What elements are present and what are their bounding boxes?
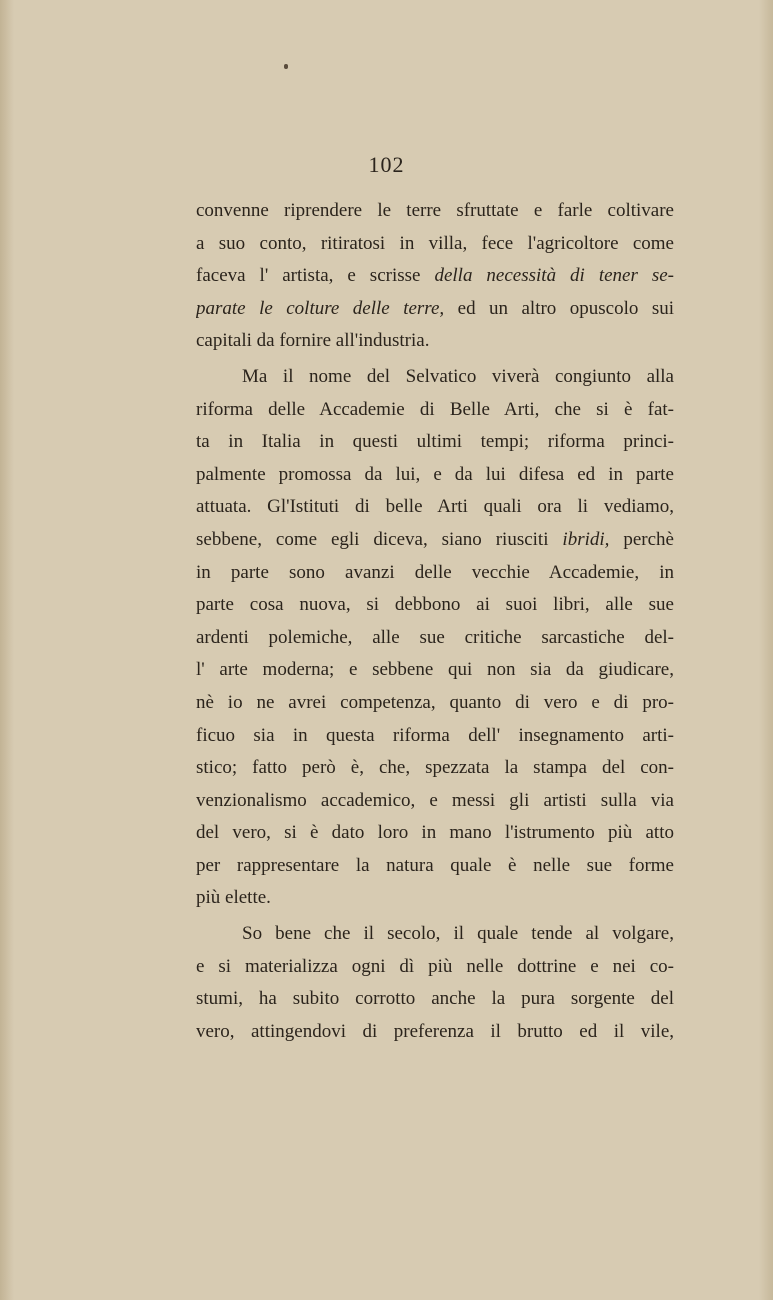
paragraph-2 (196, 361, 674, 915)
text-line: parate le colture delle terre, ed un altro opuscolo sui (196, 297, 674, 319)
italic-title: della necessità di tener se- (434, 265, 674, 287)
text-line: faceva l' artista, e scrisse della necessità di tener se- (196, 265, 674, 287)
text-line: e si materializza ogni dì più nelle dottrine e nei co- (196, 955, 674, 977)
italic-title: parate le colture delle terre, (196, 297, 445, 319)
text-line: del vero, si è dato loro in mano l'istrumento più atto (196, 822, 674, 844)
text-line: più elette. (196, 887, 271, 909)
page-number: 102 (368, 152, 405, 177)
text-line: ta in Italia in questi ultimi tempi; riforma princi- (196, 431, 674, 453)
text-line: ardenti polemiche, alle sue critiche sarcastiche del- (196, 626, 674, 648)
text-line: l' arte moderna; e sebbene qui non sia da giudicare, (196, 659, 674, 681)
body-text (196, 195, 674, 1048)
paragraph-3 (196, 918, 674, 1048)
text-line: attuata. Gl'Istituti di belle Arti quali ora li vediamo, (196, 496, 674, 518)
text-line: convenne riprendere le terre sfruttate e farle coltivare (196, 200, 674, 221)
paragraph-1 (196, 195, 674, 358)
text-line: parte cosa nuova, si debbono ai suoi libri, alle sue (196, 594, 674, 616)
text-line: in parte sono avanzi delle vecchie Accademie, in (196, 561, 674, 583)
text-line: a suo conto, ritiratosi in villa, fece l'agricoltore come (196, 232, 674, 254)
ink-speck (284, 64, 288, 69)
text-line: per rappresentare la natura quale è nelle sue forme (196, 854, 674, 876)
text-line: stico; fatto però è, che, spezzata la stampa del con- (196, 757, 674, 779)
text-line: vero, attingendovi di preferenza il brutto ed il vile, (196, 1020, 674, 1042)
text-line: palmente promossa da lui, e da lui difesa ed in parte (196, 463, 674, 485)
text-line: riforma delle Accademie di Belle Arti, che si è fat- (196, 398, 674, 420)
page-edge-right (759, 0, 773, 1300)
text-line: capitali da fornire all'industria. (196, 330, 430, 352)
text-line: stumi, ha subito corrotto anche la pura sorgente del (196, 988, 674, 1010)
page-edge-left (0, 0, 14, 1300)
text-line: So bene che il secolo, il quale tende al volgare, (242, 923, 674, 945)
italic-word: ibridi, (562, 528, 610, 550)
text-line: ficuo sia in questa riforma dell' insegnamento arti- (196, 724, 674, 746)
text-line: sebbene, come egli diceva, siano riusciti ibridi, perchè (196, 528, 674, 550)
text-line: venzionalismo accademico, e messi gli artisti sulla via (196, 789, 674, 811)
text-line: Ma il nome del Selvatico viverà congiunto alla (242, 365, 674, 387)
text-line: nè io ne avrei competenza, quanto di vero e di pro- (196, 691, 674, 713)
